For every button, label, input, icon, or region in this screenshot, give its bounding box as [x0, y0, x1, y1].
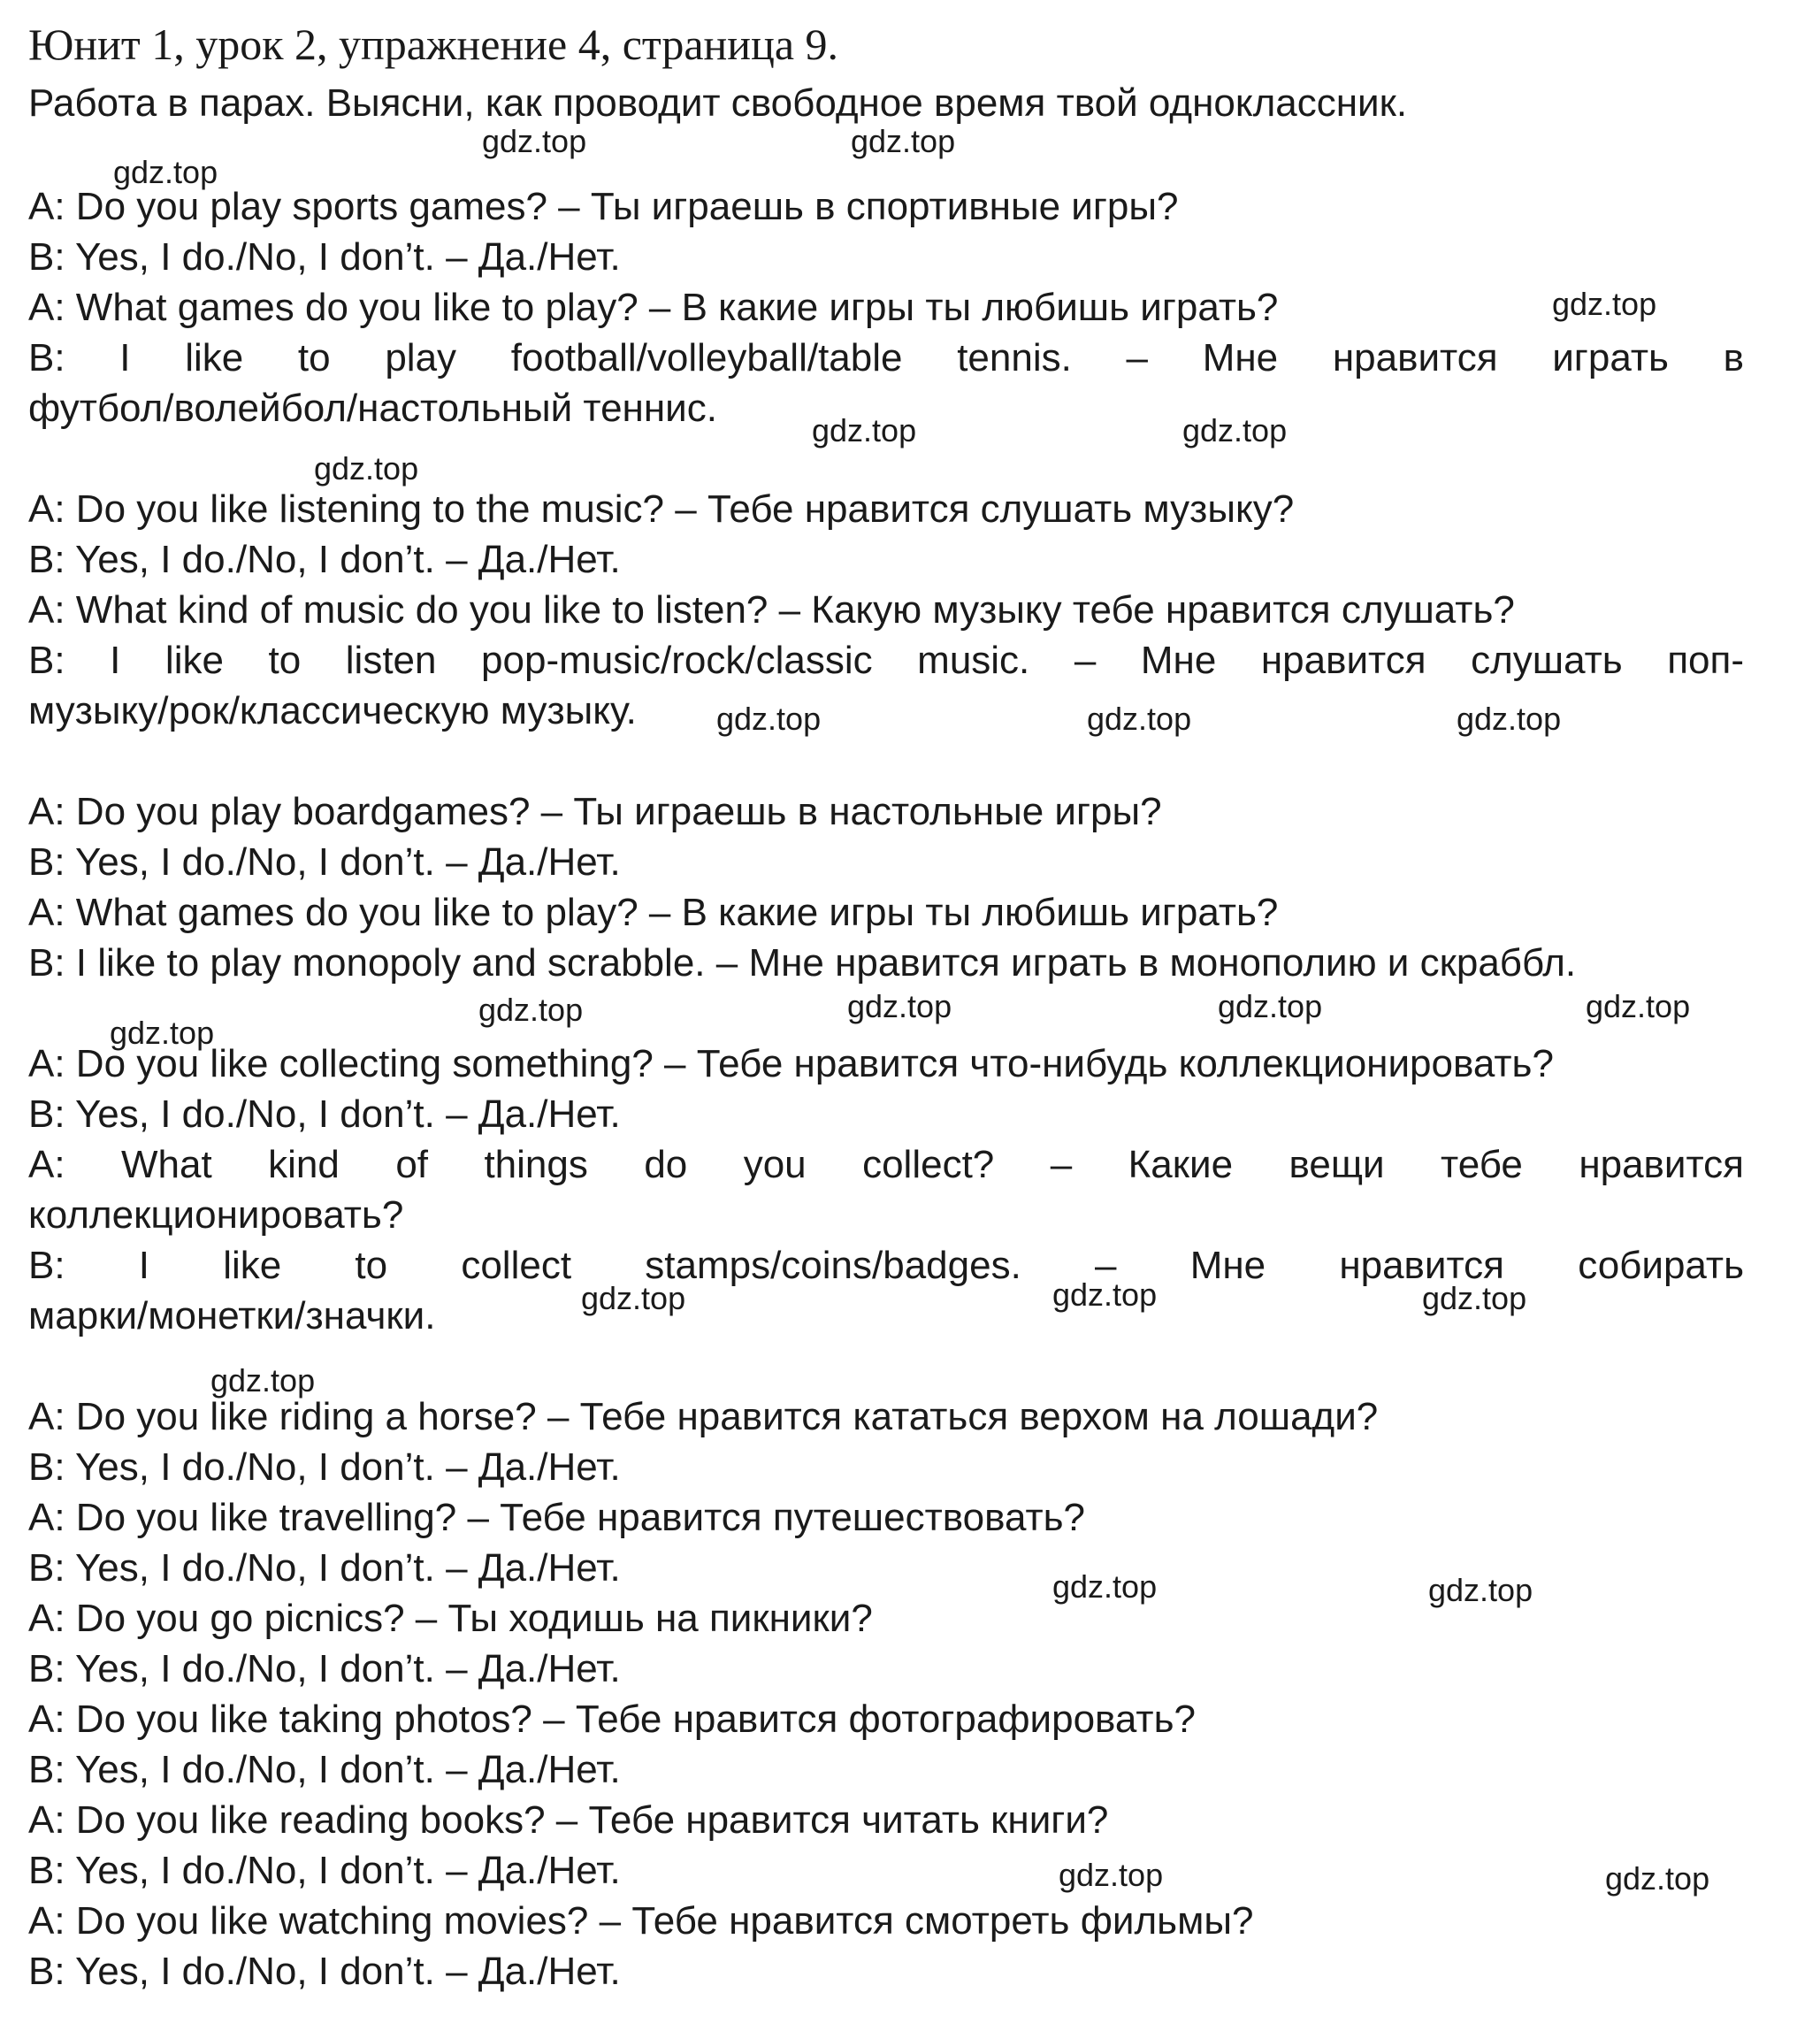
watermark: gdz.top [851, 123, 956, 159]
watermark: gdz.top [113, 154, 218, 190]
watermark: gdz.top [1605, 1860, 1710, 1897]
dialogue-line: A: Do you like collecting something? – Тебе нравится что-нибудь коллекционировать? [28, 1042, 1554, 1085]
dialogue-line: B: Yes, I do./No, I don’t. – Да./Нет. [28, 840, 621, 884]
dialogue-line: A: Do you like listening to the music? – Тебе нравится слушать музыку? [28, 487, 1295, 531]
watermark: gdz.top [581, 1280, 686, 1316]
dialogue-line: B: I like to play football/volleyball/table tennis. – Мне нравится играть в [28, 336, 1744, 379]
watermark: gdz.top [1457, 701, 1562, 737]
watermark: gdz.top [1422, 1280, 1527, 1316]
page-title: Юнит 1, урок 2, упражнение 4, страница 9. [28, 19, 839, 69]
watermark: gdz.top [1218, 988, 1323, 1024]
dialogue-line: A: What games do you like to play? – В какие игры ты любишь играть? [28, 286, 1279, 329]
watermark: gdz.top [1428, 1572, 1533, 1608]
dialogue-line: A: Do you like reading books? – Тебе нравится читать книги? [28, 1798, 1109, 1842]
watermark: gdz.top [1552, 286, 1657, 322]
dialogue-line: B: Yes, I do./No, I don’t. – Да./Нет. [28, 1092, 621, 1136]
dialogue-line: марки/монетки/значки. [28, 1294, 436, 1337]
watermark: gdz.top [716, 701, 822, 737]
dialogue-line: B: Yes, I do./No, I don’t. – Да./Нет. [28, 235, 621, 279]
watermark: gdz.top [812, 412, 917, 448]
dialogue-line: B: I like to play monopoly and scrabble. – Мне нравится играть в монополию и скраббл. [28, 941, 1577, 985]
dialogue-line: A: Do you like watching movies? – Тебе нравится смотреть фильмы? [28, 1899, 1254, 1943]
dialogue-line: A: Do you go picnics? – Ты ходишь на пикники? [28, 1597, 873, 1640]
watermark: gdz.top [482, 123, 587, 159]
dialogue-line: B: Yes, I do./No, I don’t. – Да./Нет. [28, 1849, 621, 1892]
watermark: gdz.top [1052, 1276, 1158, 1313]
watermark: gdz.top [1586, 988, 1691, 1024]
dialogue-line: футбол/волейбол/настольный теннис. [28, 387, 717, 430]
dialogue-line: A: What kind of music do you like to listen? – Какую музыку тебе нравится слушать? [28, 588, 1515, 632]
watermark: gdz.top [1087, 701, 1192, 737]
dialogue-line: A: Do you like travelling? – Тебе нравится путешествовать? [28, 1496, 1086, 1539]
watermark: gdz.top [210, 1362, 316, 1399]
dialogue-line: B: Yes, I do./No, I don’t. – Да./Нет. [28, 1647, 621, 1690]
dialogue-line: A: Do you play sports games? – Ты играешь в спортивные игры? [28, 185, 1179, 228]
watermark: gdz.top [478, 992, 584, 1028]
dialogue-line: B: Yes, I do./No, I don’t. – Да./Нет. [28, 1950, 621, 1993]
watermark: gdz.top [110, 1015, 215, 1051]
dialogue-line: A: Do you play boardgames? – Ты играешь в настольные игры? [28, 790, 1162, 833]
dialogue-line: B: Yes, I do./No, I don’t. – Да./Нет. [28, 1748, 621, 1791]
dialogue-line: B: Yes, I do./No, I don’t. – Да./Нет. [28, 1445, 621, 1489]
watermark: gdz.top [1182, 412, 1288, 448]
dialogue-line: A: Do you like riding a horse? – Тебе нравится кататься верхом на лошади? [28, 1395, 1379, 1438]
dialogue-line: музыку/рок/классическую музыку. [28, 689, 637, 732]
dialogue-line: B: I like to collect stamps/coins/badges. – Мне нравится собирать [28, 1244, 1744, 1287]
dialogue-line: A: Do you like taking photos? – Тебе нравится фотографировать? [28, 1698, 1196, 1741]
watermark: gdz.top [314, 450, 419, 487]
dialogue-line: A: What games do you like to play? – В какие игры ты любишь играть? [28, 891, 1279, 934]
watermark: gdz.top [847, 988, 952, 1024]
dialogue-line: коллекционировать? [28, 1193, 404, 1237]
dialogue-line: A: What kind of things do you collect? – Какие вещи тебе нравится [28, 1143, 1744, 1186]
watermark: gdz.top [1052, 1568, 1158, 1605]
dialogue-line: B: I like to listen pop-music/rock/classic music. – Мне нравится слушать поп- [28, 639, 1744, 682]
exercise-instruction: Работа в парах. Выясни, как проводит свободное время твой одноклассник. [28, 81, 1408, 125]
watermark: gdz.top [1059, 1857, 1164, 1893]
dialogue-line: B: Yes, I do./No, I don’t. – Да./Нет. [28, 538, 621, 581]
dialogue-line: B: Yes, I do./No, I don’t. – Да./Нет. [28, 1546, 621, 1590]
